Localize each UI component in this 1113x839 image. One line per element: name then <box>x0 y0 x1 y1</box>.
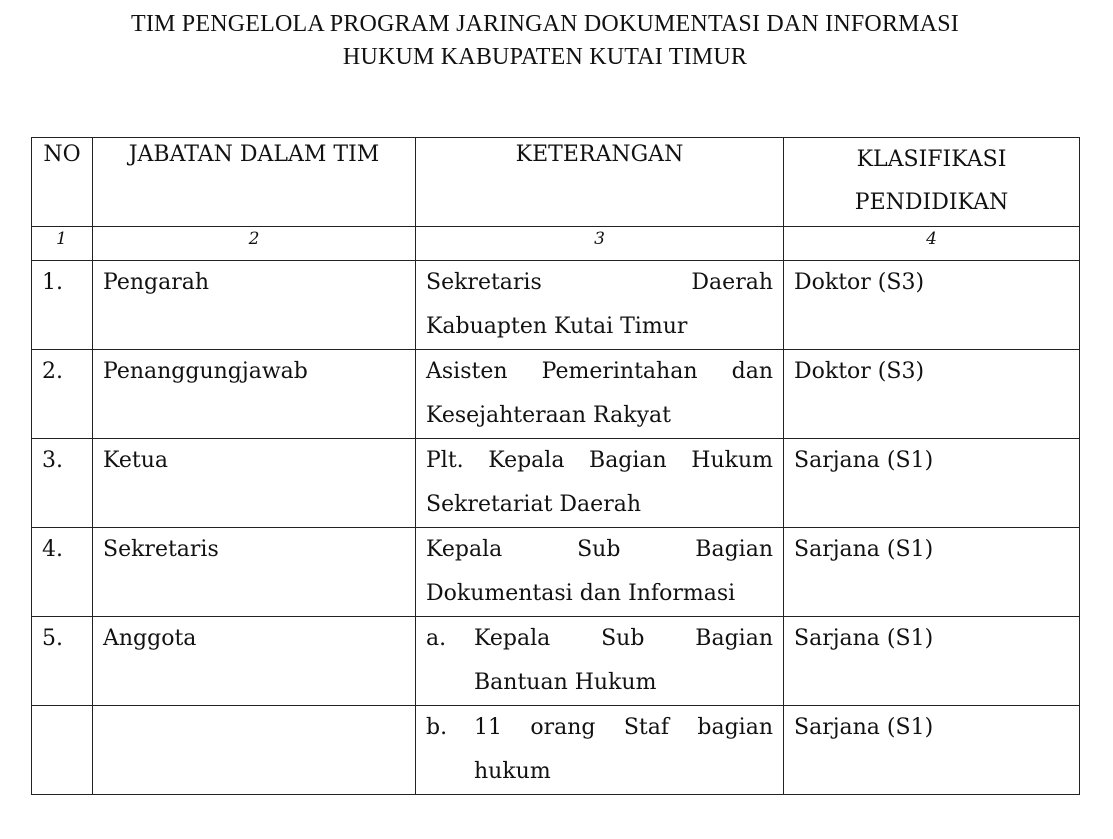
row-keterangan <box>416 261 784 350</box>
row-keterangan <box>416 528 784 617</box>
column-number: 4 <box>784 227 1080 261</box>
row-keterangan <box>416 706 784 795</box>
row-klasifikasi: Sarjana (S1) <box>784 617 1080 706</box>
header-klasifikasi <box>784 138 1080 227</box>
table-row <box>32 261 1080 350</box>
row-jabatan <box>93 706 416 795</box>
column-number: 3 <box>416 227 784 261</box>
keterangan-line-1: Kepala Sub Bagian <box>426 537 773 562</box>
header-keterangan: KETERANGAN <box>416 138 784 227</box>
row-klasifikasi: Sarjana (S1) <box>784 528 1080 617</box>
keterangan-line-2: Dokumentasi dan Informasi <box>426 581 736 606</box>
row-number: 3. <box>32 439 93 528</box>
column-number: 1 <box>32 227 93 261</box>
keterangan-line-1: Kepala Sub Bagian <box>474 626 773 651</box>
keterangan-line-2: Sekretariat Daerah <box>426 492 641 517</box>
row-jabatan: Pengarah <box>93 261 416 350</box>
keterangan-line-1: 11 orang Staf bagian <box>474 715 773 740</box>
row-klasifikasi: Sarjana (S1) <box>784 439 1080 528</box>
table-row <box>32 706 1080 795</box>
row-jabatan: Ketua <box>93 439 416 528</box>
row-klasifikasi: Doktor (S3) <box>784 350 1080 439</box>
sub-item-letter: a. <box>426 626 447 651</box>
row-number: 5. <box>32 617 93 706</box>
keterangan-line-2: Bantuan Hukum <box>474 670 657 695</box>
keterangan-line-2: hukum <box>474 759 551 784</box>
table-row <box>32 528 1080 617</box>
table-row <box>32 617 1080 706</box>
document-title <box>0 8 1090 74</box>
header-row <box>32 138 1080 227</box>
keterangan-line-1: Plt. Kepala Bagian Hukum <box>426 448 773 473</box>
header-klasifikasi-line-2: PENDIDIKAN <box>854 190 1009 215</box>
column-number-row <box>32 227 1080 261</box>
header-klasifikasi-line-1: KLASIFIKASI <box>856 147 1007 172</box>
row-keterangan <box>416 350 784 439</box>
keterangan-sub-item <box>426 617 773 705</box>
row-number: 4. <box>32 528 93 617</box>
row-klasifikasi: Doktor (S3) <box>784 261 1080 350</box>
header-no: NO <box>32 138 93 227</box>
row-keterangan <box>416 617 784 706</box>
table-row <box>32 350 1080 439</box>
row-jabatan: Sekretaris <box>93 528 416 617</box>
row-klasifikasi: Sarjana (S1) <box>784 706 1080 795</box>
column-number: 2 <box>93 227 416 261</box>
row-number <box>32 706 93 795</box>
row-jabatan: Anggota <box>93 617 416 706</box>
keterangan-sub-item <box>426 706 773 794</box>
row-keterangan <box>416 439 784 528</box>
keterangan-line-2: Kabuapten Kutai Timur <box>426 314 688 339</box>
table-row <box>32 439 1080 528</box>
keterangan-line-1: Asisten Pemerintahan dan <box>426 359 773 384</box>
keterangan-line-1: Sekretaris Daerah <box>426 270 773 295</box>
title-line-2: HUKUM KABUPATEN KUTAI TIMUR <box>342 44 748 70</box>
keterangan-line-2: Kesejahteraan Rakyat <box>426 403 671 428</box>
row-number: 2. <box>32 350 93 439</box>
row-number: 1. <box>32 261 93 350</box>
row-jabatan: Penanggungjawab <box>93 350 416 439</box>
title-line-1: TIM PENGELOLA PROGRAM JARINGAN DOKUMENTASI DAN INFORMASI <box>131 11 959 37</box>
sub-item-letter: b. <box>426 715 448 740</box>
team-table <box>31 137 1080 795</box>
header-jabatan: JABATAN DALAM TIM <box>93 138 416 227</box>
